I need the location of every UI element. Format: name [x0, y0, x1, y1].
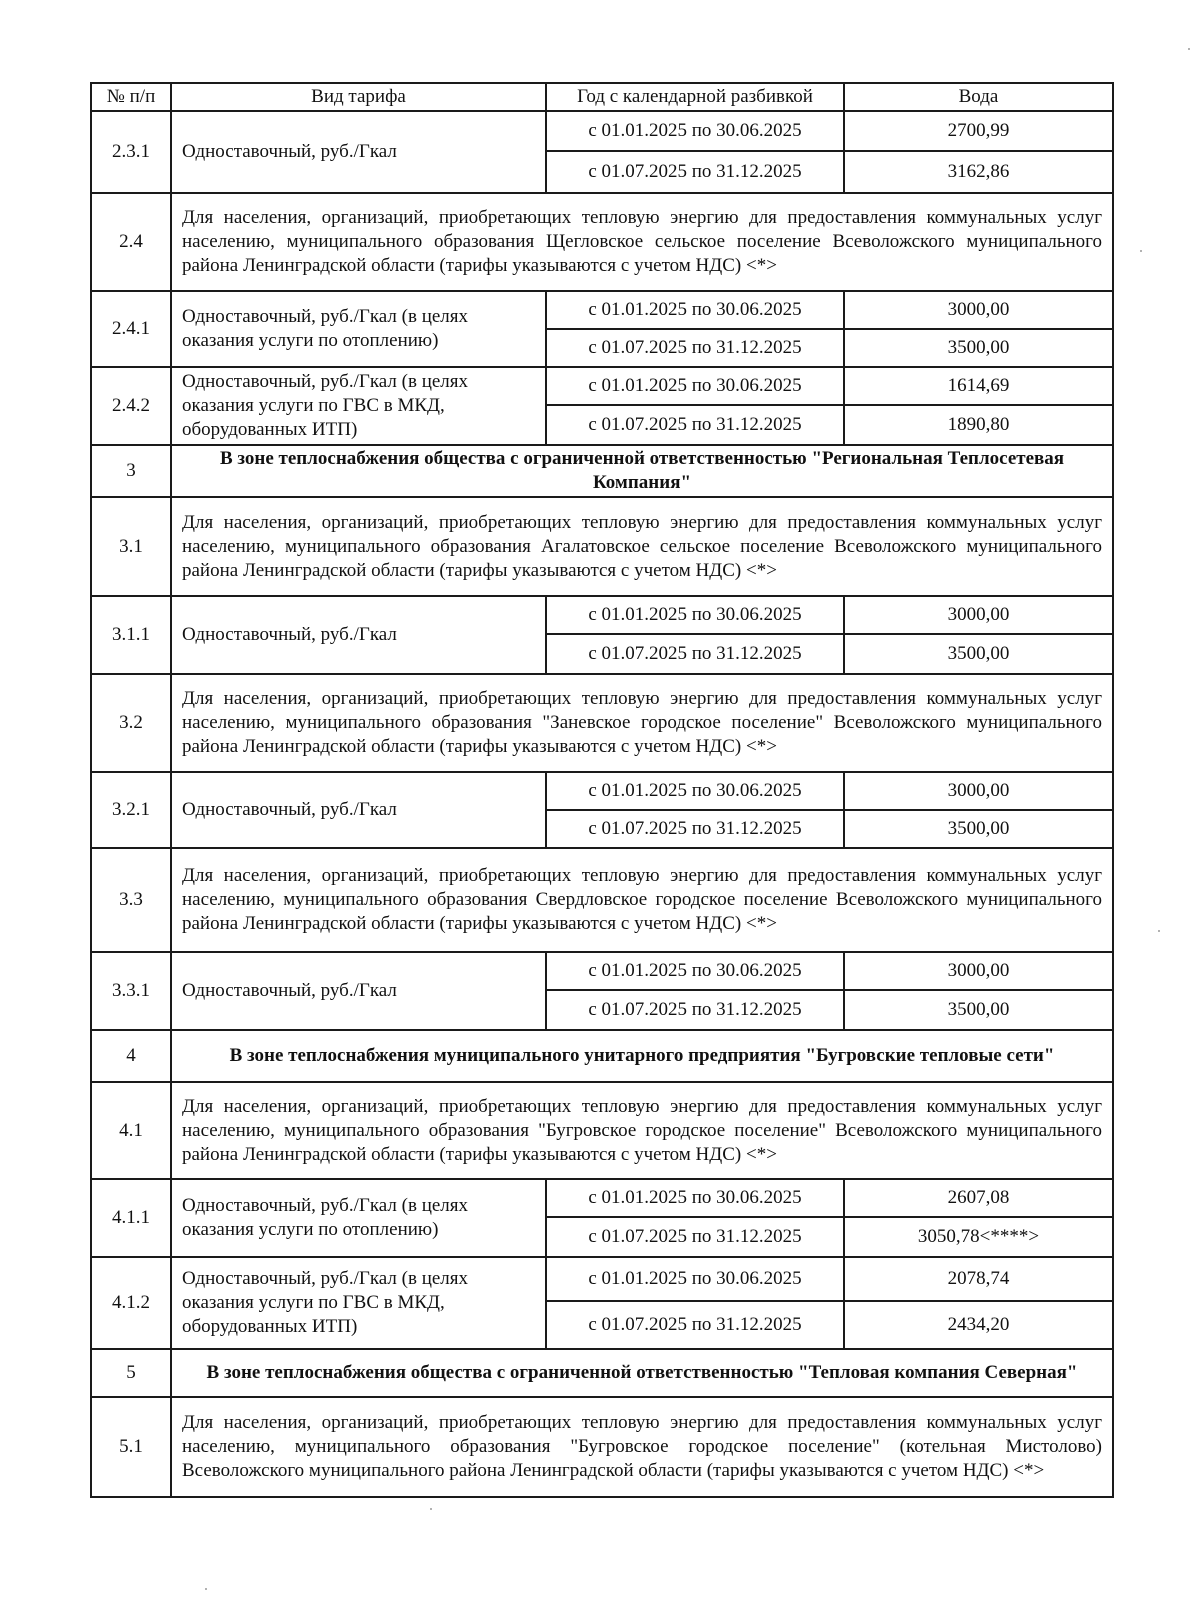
- period-cell: с 01.01.2025 по 30.06.2025: [546, 291, 844, 329]
- section-description: Для населения, организаций, приобретающих тепловую энергию для предоставления коммунальных услуг населению, муниципального образования Свердловское городское поселение Всеволожского муниципального района Ленинградской области (тарифы указываются с учетом НДС) <*>: [171, 848, 1113, 952]
- value-cell: 3000,00: [844, 291, 1113, 329]
- period-cell: с 01.01.2025 по 30.06.2025: [546, 1257, 844, 1301]
- period-cell: с 01.01.2025 по 30.06.2025: [546, 596, 844, 634]
- table-row: [91, 952, 1113, 990]
- value-cell: 1890,80: [844, 405, 1113, 445]
- tariff-label: Одноставочный, руб./Гкал (в целях оказания услуги по ГВС в МКД, оборудованных ИТП): [171, 1257, 546, 1349]
- table-row: [91, 772, 1113, 810]
- row-number: 3.2.1: [91, 772, 171, 848]
- value-cell: 2434,20: [844, 1301, 1113, 1349]
- row-number: 5: [91, 1349, 171, 1397]
- table-row: [91, 1349, 1113, 1397]
- tariff-label: Одноставочный, руб./Гкал: [171, 111, 546, 193]
- zone-heading: В зоне теплоснабжения общества с ограниченной ответственностью "Региональная Теплосетевая Компания": [171, 445, 1113, 497]
- row-number: 3.3: [91, 848, 171, 952]
- value-cell: 3000,00: [844, 952, 1113, 990]
- row-number: 4.1.2: [91, 1257, 171, 1349]
- scan-speck: [430, 1508, 432, 1510]
- table-row: [91, 596, 1113, 634]
- value-cell: 3050,78<****>: [844, 1217, 1113, 1257]
- row-number: 3.2: [91, 674, 171, 772]
- row-number: 4.1.1: [91, 1179, 171, 1257]
- table-row: [91, 1397, 1113, 1497]
- value-cell: 3500,00: [844, 329, 1113, 367]
- row-number: 3.3.1: [91, 952, 171, 1030]
- period-cell: с 01.07.2025 по 31.12.2025: [546, 1301, 844, 1349]
- row-number: 5.1: [91, 1397, 171, 1497]
- tariff-label: Одноставочный, руб./Гкал (в целях оказания услуги по ГВС в МКД, оборудованных ИТП): [171, 367, 546, 445]
- section-description: Для населения, организаций, приобретающих тепловую энергию для предоставления коммунальных услуг населению, муниципального образования "Бугровское городское поселение" Всеволожского муниципального района Ленинградской области (тарифы указываются с учетом НДС) <*>: [171, 1082, 1113, 1179]
- period-cell: с 01.01.2025 по 30.06.2025: [546, 772, 844, 810]
- value-cell: 3500,00: [844, 634, 1113, 674]
- value-cell: 3000,00: [844, 772, 1113, 810]
- row-number: 3.1: [91, 497, 171, 596]
- table-row: [91, 1082, 1113, 1179]
- value-cell: 3500,00: [844, 810, 1113, 848]
- header-num: № п/п: [91, 83, 171, 111]
- period-cell: с 01.01.2025 по 30.06.2025: [546, 1179, 844, 1217]
- header-kind: Вид тарифа: [171, 83, 546, 111]
- period-cell: с 01.07.2025 по 31.12.2025: [546, 405, 844, 445]
- row-number: 2.4: [91, 193, 171, 291]
- zone-heading: В зоне теплоснабжения общества с ограниченной ответственностью "Тепловая компания Северная": [171, 1349, 1113, 1397]
- value-cell: 3000,00: [844, 596, 1113, 634]
- header-period: Год с календарной разбивкой: [546, 83, 844, 111]
- tariff-label: Одноставочный, руб./Гкал (в целях оказания услуги по отоплению): [171, 291, 546, 367]
- value-cell: 2607,08: [844, 1179, 1113, 1217]
- period-cell: с 01.01.2025 по 30.06.2025: [546, 952, 844, 990]
- tariff-table: [90, 82, 1114, 1498]
- row-number: 4: [91, 1030, 171, 1082]
- scan-speck: [1140, 250, 1142, 252]
- period-cell: с 01.01.2025 по 30.06.2025: [546, 111, 844, 151]
- table-row: [91, 291, 1113, 329]
- row-number: 2.3.1: [91, 111, 171, 193]
- section-description: Для населения, организаций, приобретающих тепловую энергию для предоставления коммунальных услуг населению, муниципального образования Щегловское сельское поселение Всеволожского муниципального района Ленинградской области (тарифы указываются с учетом НДС) <*>: [171, 193, 1113, 291]
- section-description: Для населения, организаций, приобретающих тепловую энергию для предоставления коммунальных услуг населению, муниципального образования "Заневское городское поселение" Всеволожского муниципального района Ленинградской области (тарифы указываются с учетом НДС) <*>: [171, 674, 1113, 772]
- row-number: 3.1.1: [91, 596, 171, 674]
- row-number: 2.4.2: [91, 367, 171, 445]
- row-number: 3: [91, 445, 171, 497]
- header-water: Вода: [844, 83, 1113, 111]
- zone-heading: В зоне теплоснабжения муниципального унитарного предприятия "Бугровские тепловые сети": [171, 1030, 1113, 1082]
- value-cell: 3500,00: [844, 990, 1113, 1030]
- table-row: [91, 674, 1113, 772]
- table-row: [91, 1030, 1113, 1082]
- table-row: [91, 497, 1113, 596]
- table-row: [91, 193, 1113, 291]
- period-cell: с 01.07.2025 по 31.12.2025: [546, 151, 844, 193]
- scan-speck: [1188, 48, 1190, 50]
- section-description: Для населения, организаций, приобретающих тепловую энергию для предоставления коммунальных услуг населению, муниципального образования Агалатовское сельское поселение Всеволожского муниципального района Ленинградской области (тарифы указываются с учетом НДС) <*>: [171, 497, 1113, 596]
- table-row: [91, 367, 1113, 405]
- row-number: 4.1: [91, 1082, 171, 1179]
- value-cell: 3162,86: [844, 151, 1113, 193]
- value-cell: 2700,99: [844, 111, 1113, 151]
- table-row: [91, 111, 1113, 151]
- table-row: [91, 1179, 1113, 1217]
- scan-speck: [205, 1588, 207, 1590]
- value-cell: 1614,69: [844, 367, 1113, 405]
- period-cell: с 01.07.2025 по 31.12.2025: [546, 810, 844, 848]
- tariff-label: Одноставочный, руб./Гкал: [171, 772, 546, 848]
- table-row: [91, 1257, 1113, 1301]
- period-cell: с 01.07.2025 по 31.12.2025: [546, 1217, 844, 1257]
- period-cell: с 01.01.2025 по 30.06.2025: [546, 367, 844, 405]
- tariff-label: Одноставочный, руб./Гкал: [171, 952, 546, 1030]
- scan-speck: [1158, 930, 1160, 932]
- tariff-label: Одноставочный, руб./Гкал (в целях оказания услуги по отоплению): [171, 1179, 546, 1257]
- period-cell: с 01.07.2025 по 31.12.2025: [546, 990, 844, 1030]
- table-row: [91, 848, 1113, 952]
- period-cell: с 01.07.2025 по 31.12.2025: [546, 329, 844, 367]
- value-cell: 2078,74: [844, 1257, 1113, 1301]
- period-cell: с 01.07.2025 по 31.12.2025: [546, 634, 844, 674]
- section-description: Для населения, организаций, приобретающих тепловую энергию для предоставления коммунальных услуг населению, муниципального образования "Бугровское городское поселение" (котельная Мистолово) Всеволожского муниципального района Ленинградской области (тарифы указываются с учетом НДС) <*>: [171, 1397, 1113, 1497]
- table-header-row: [91, 83, 1113, 111]
- row-number: 2.4.1: [91, 291, 171, 367]
- tariff-label: Одноставочный, руб./Гкал: [171, 596, 546, 674]
- table-row: [91, 445, 1113, 497]
